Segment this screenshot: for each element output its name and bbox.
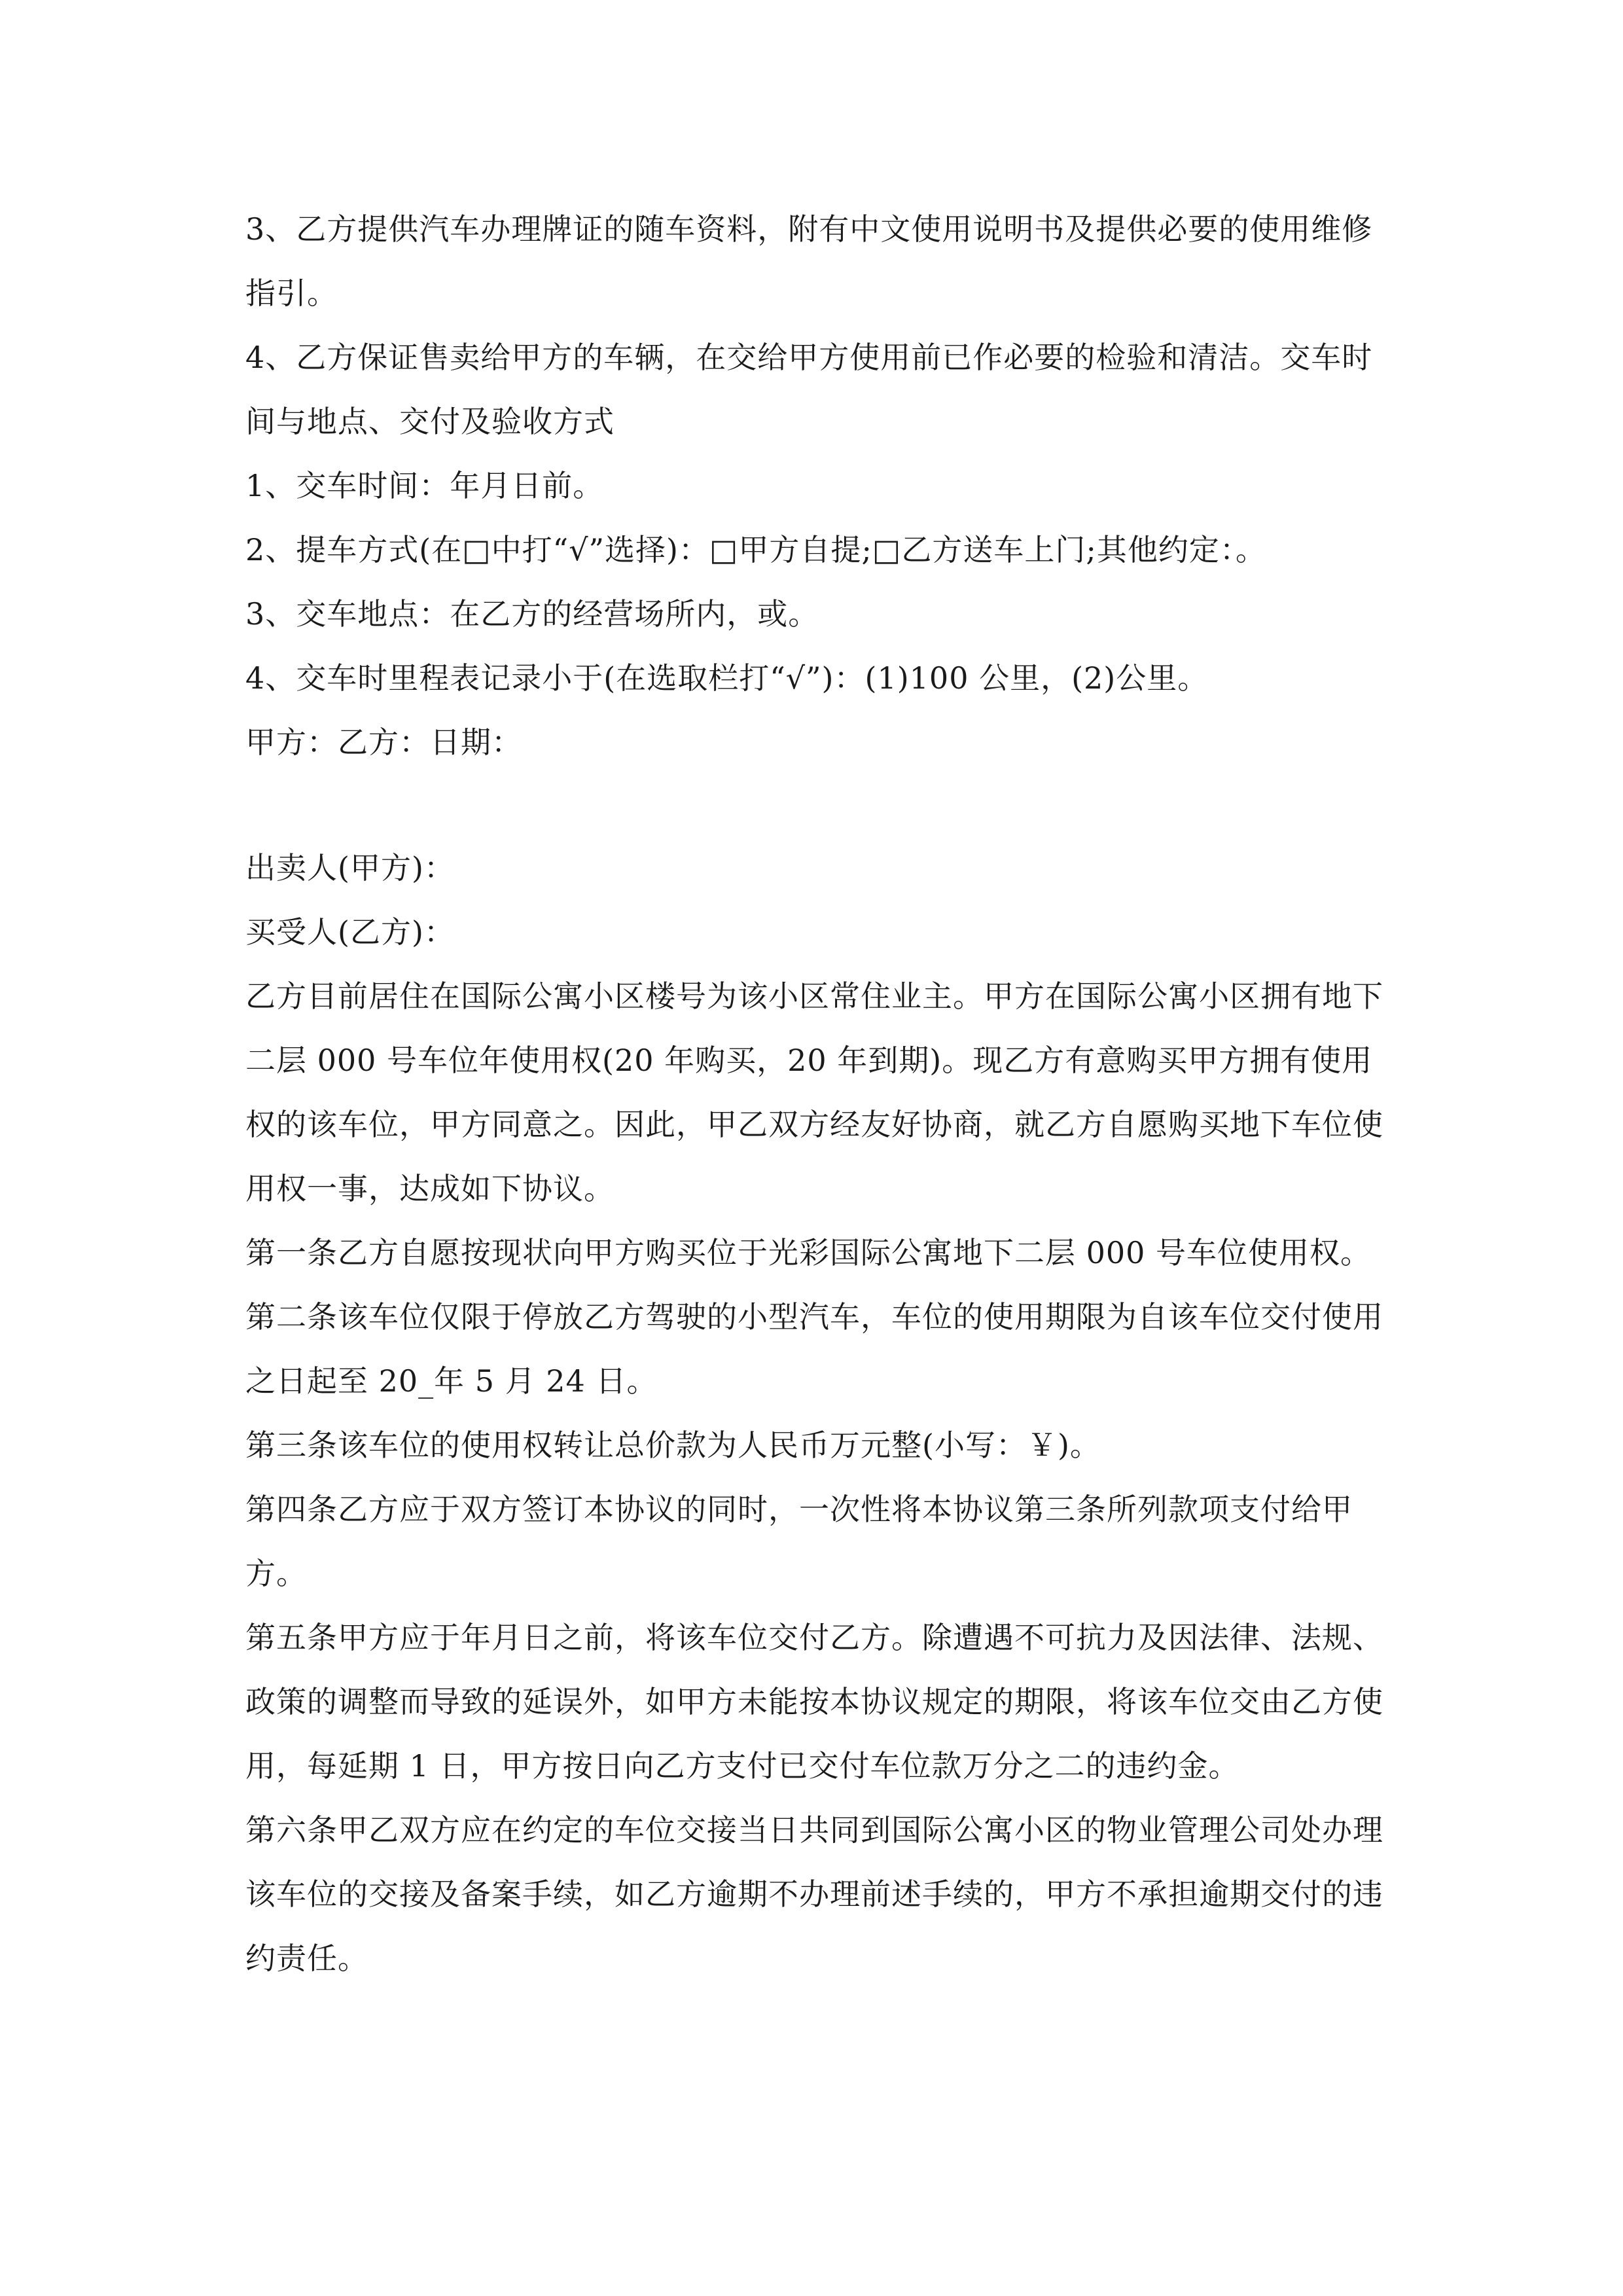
article-2: 第二条该车位仅限于停放乙方驾驶的小型汽车，车位的使用期限为自该车位交付使用之日起至 20_年 5 月 24 日。 (245, 1299, 1383, 1399)
agreement-preamble: 乙方目前居住在国际公寓小区楼号为该小区常住业主。甲方在国际公寓小区拥有地下二层 000 号车位年使用权(20 年购买，20 年到期)。现乙方有意购买甲方拥有使用权的该车位，甲方同意之。因此，甲乙双方经友好协商，就乙方自愿购买地下车位使用权一事，达成如下协议。 (245, 978, 1383, 1206)
clause-delivery-location: 3、交车地点：在乙方的经营场所内，或。 (245, 596, 819, 632)
clause-inspection-cleaning: 4、乙方保证售卖给甲方的车辆，在交给甲方使用前已作必要的检验和清洁。交车时间与地点、交付及验收方式 (245, 340, 1373, 439)
parking-agreement-section (245, 836, 1384, 1990)
delivery-terms-section (245, 197, 1384, 774)
article-3: 第三条该车位的使用权转让总价款为人民币万元整(小写：￥)。 (245, 1427, 1101, 1463)
clause-odometer: 4、交车时里程表记录小于(在选取栏打“√”)：(1)100 公里，(2)公里。 (245, 660, 1209, 696)
article-1: 第一条乙方自愿按现状向甲方购买位于光彩国际公寓地下二层 000 号车位使用权。 (245, 1235, 1372, 1270)
seller-party-label: 出卖人(甲方)： (245, 850, 455, 886)
signature-line: 甲方：乙方：日期： (245, 725, 522, 760)
buyer-party-label: 买受人(乙方)： (245, 914, 455, 950)
clause-delivery-time: 1、交车时间：年月日前。 (245, 468, 604, 503)
clause-pickup-method: 2、提车方式(在□中打“√”选择)：□甲方自提;□乙方送车上门;其他约定：。 (245, 532, 1266, 567)
article-5: 第五条甲方应于年月日之前，将该车位交付乙方。除遭遇不可抗力及因法律、法规、政策的调整而导致的延误外，如甲方未能按本协议规定的期限，将该车位交由乙方使用，每延期 1 日，甲方按日向乙方支付已交付车位款万分之二的违约金。 (245, 1620, 1383, 1784)
article-4: 第四条乙方应于双方签订本协议的同时，一次性将本协议第三条所列款项支付给甲方。 (245, 1492, 1353, 1591)
clause-vehicle-documents: 3、乙方提供汽车办理牌证的随车资料，附有中文使用说明书及提供必要的使用维修指引。 (245, 211, 1373, 311)
article-6: 第六条甲乙双方应在约定的车位交接当日共同到国际公寓小区的物业管理公司处办理该车位的交接及备案手续，如乙方逾期不办理前述手续的，甲方不承担逾期交付的违约责任。 (245, 1812, 1383, 1976)
